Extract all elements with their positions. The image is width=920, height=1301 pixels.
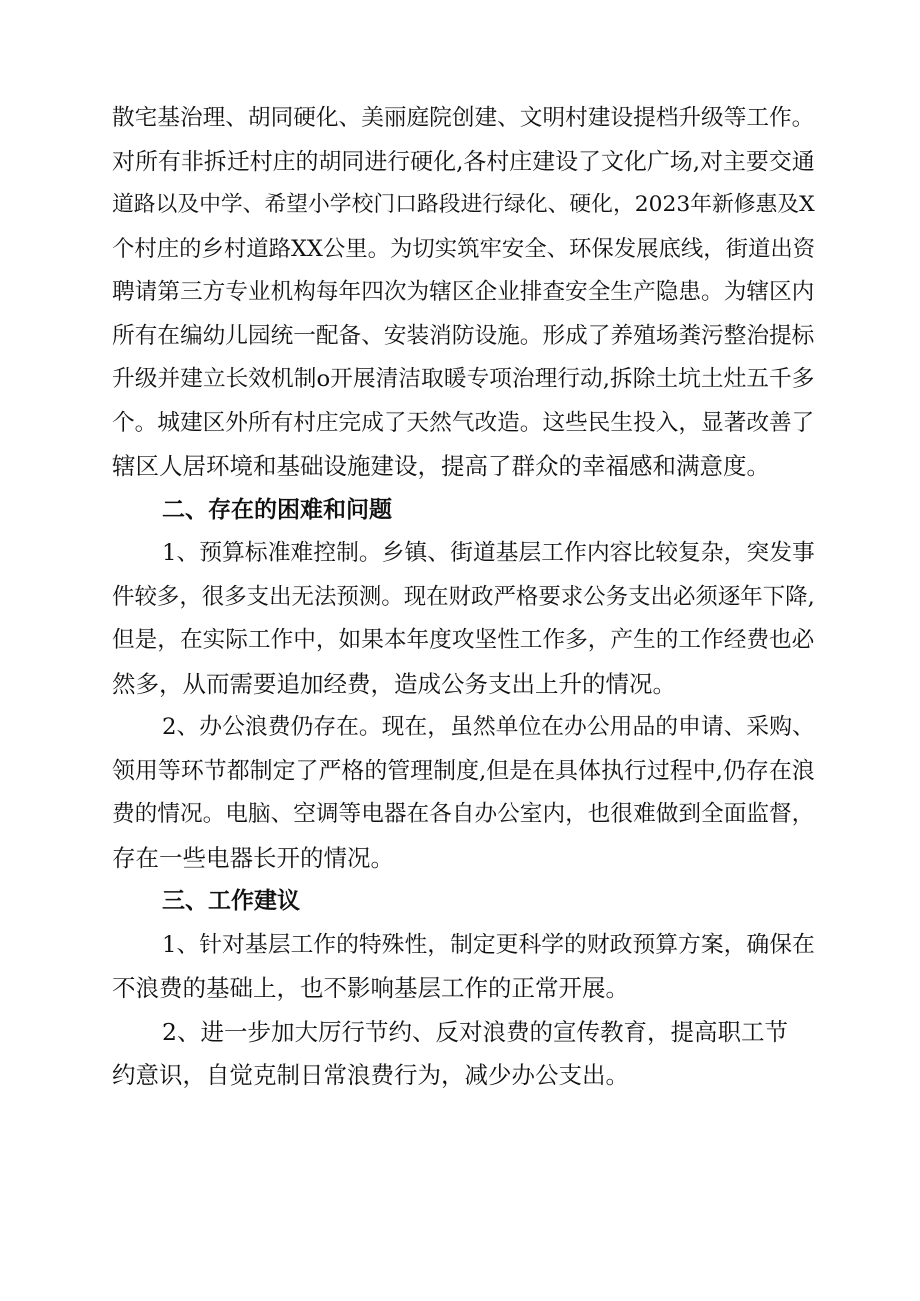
section-heading: 二、存在的困难和问题 bbox=[162, 497, 392, 523]
paragraph-line: 对所有非拆迁村庄的胡同进行硬化,各村庄建设了文化广场,对主要交通 bbox=[112, 149, 815, 175]
paragraph-line: 辖区人居环境和基础设施建设，提高了群众的幸福感和满意度。 bbox=[112, 452, 770, 480]
paragraph-line: 然多，从而需要追加经费，造成公务支出上升的情况。 bbox=[112, 670, 676, 698]
paragraph-line: 但是，在实际工作中，如果本年度攻坚性工作多，产生的工作经费也必 bbox=[112, 627, 815, 653]
paragraph-line: 个。城建区外所有村庄完成了天然气改造。这些民生投入，显著改善了 bbox=[112, 410, 815, 436]
paragraph-line: 道路以及中学、希望小学校门口路段进行绿化、硬化，2023年新修惠及X bbox=[112, 192, 815, 217]
paragraph-line: 所有在编幼儿园统一配备、安装消防设施。形成了养殖场粪污整治提标 bbox=[112, 323, 815, 349]
paragraph-line: 不浪费的基础上，也不影响基层工作的正常开展。 bbox=[112, 974, 629, 1002]
paragraph-line: 聘请第三方专业机构每年四次为辖区企业排查安全生产隐患。为辖区内 bbox=[112, 279, 815, 305]
section-heading: 三、工作建议 bbox=[162, 888, 300, 914]
paragraph-line: 升级并建立长效机制o开展清洁取暖专项治理行动,拆除土坑土灶五千多 bbox=[112, 366, 815, 392]
paragraph-line: 件较多，很多支出无法预测。现在财政严格要求公务支出必须逐年下降, bbox=[112, 584, 815, 610]
paragraph-line: 费的情况。电脑、空调等电器在各自办公室内，也很难做到全面监督， bbox=[112, 801, 815, 827]
paragraph-line: 1、预算标准难控制。乡镇、街道基层工作内容比较复杂，突发事 bbox=[162, 540, 815, 566]
paragraph-line: 约意识，自觉克制日常浪费行为，减少办公支出。 bbox=[112, 1061, 629, 1089]
paragraph-line: 领用等环节都制定了严格的管理制度,但是在具体执行过程中,仍存在浪 bbox=[112, 758, 815, 784]
paragraph-line: 散宅基治理、胡同硬化、美丽庭院创建、文明村建设提档升级等工作。 bbox=[112, 105, 815, 131]
paragraph-line: 存在一些电器长开的情况。 bbox=[112, 844, 394, 872]
paragraph-line: 个村庄的乡村道路XX公里。为切实筑牢安全、环保发展底线，街道出资 bbox=[112, 236, 816, 262]
paragraph-line: 2、办公浪费仍存在。现在，虽然单位在办公用品的申请、采购、 bbox=[162, 714, 815, 740]
paragraph-line: 1、针对基层工作的特殊性，制定更科学的财政预算方案，确保在 bbox=[162, 932, 815, 958]
paragraph-line: 2、进一步加大厉行节约、反对浪费的宣传教育，提高职工节 bbox=[162, 1018, 788, 1046]
